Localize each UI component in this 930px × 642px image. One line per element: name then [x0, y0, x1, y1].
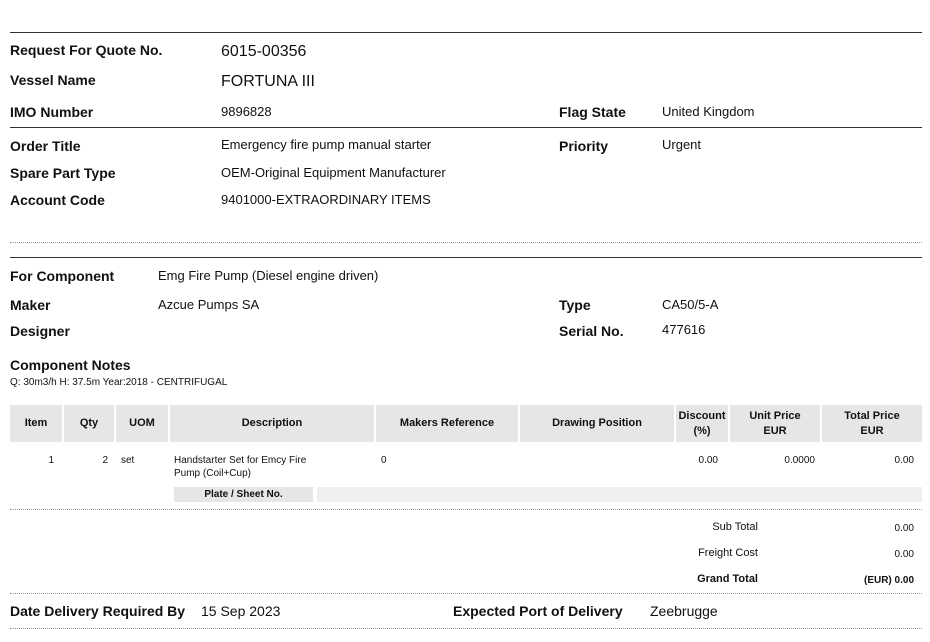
th-unit-price-line2: EUR	[763, 424, 787, 437]
component-notes-label: Component Notes	[10, 357, 131, 373]
grand-total-label: Grand Total	[697, 573, 758, 585]
subtotal-label: Sub Total	[712, 521, 758, 533]
th-makers-reference: Makers Reference	[376, 405, 518, 442]
vessel-label: Vessel Name	[10, 72, 96, 88]
component-rule	[10, 257, 922, 258]
top-rule	[10, 32, 922, 33]
spare-type-label: Spare Part Type	[10, 165, 116, 181]
th-unit-price	[730, 405, 820, 442]
subtotal-value: 0.00	[894, 523, 914, 534]
cell-description-line1: Handstarter Set for Emcy Fire	[174, 455, 307, 466]
for-component-label: For Component	[10, 268, 115, 284]
account-code-value: 9401000-EXTRAORDINARY ITEMS	[221, 192, 431, 207]
header-rule	[10, 127, 922, 128]
spare-type-value: OEM-Original Equipment Manufacturer	[221, 165, 446, 180]
totals-divider	[10, 593, 922, 594]
maker-value: Azcue Pumps SA	[158, 297, 260, 312]
th-total-price	[822, 405, 922, 442]
delivery-date-value: 15 Sep 2023	[201, 603, 281, 619]
delivery-date-label: Date Delivery Required By	[10, 603, 186, 619]
cell-unit-price: 0.0000	[784, 455, 815, 466]
serial-value: 477616	[662, 322, 706, 337]
order-title-label: Order Title	[10, 138, 81, 154]
account-code-label: Account Code	[10, 192, 105, 208]
priority-value: Urgent	[662, 137, 702, 152]
plate-sheet-label-box	[174, 487, 313, 502]
order-title-value: Emergency fire pump manual starter	[221, 137, 432, 152]
th-discount-line2: (%)	[693, 424, 711, 437]
flag-label: Flag State	[559, 104, 626, 120]
table-header	[0, 405, 930, 442]
cell-description-line2: Pump (Coil+Cup)	[174, 468, 251, 479]
th-discount	[676, 405, 728, 442]
component-notes-value: Q: 30m3/h H: 37.5m Year:2018 - CENTRIFUGAL	[10, 377, 228, 388]
th-discount-line1: Discount	[678, 409, 726, 422]
freight-value: 0.00	[894, 549, 914, 560]
designer-label: Designer	[10, 323, 70, 339]
th-total-price-line2: EUR	[860, 424, 884, 437]
flag-value: United Kingdom	[662, 104, 755, 119]
cell-uom: set	[121, 455, 135, 466]
cell-item: 1	[48, 455, 54, 466]
cell-discount: 0.00	[698, 455, 718, 466]
th-uom: UOM	[116, 405, 168, 442]
bottom-divider	[10, 628, 922, 629]
cell-makers-reference: 0	[381, 455, 387, 466]
th-drawing-position: Drawing Position	[520, 405, 674, 442]
section-divider	[10, 242, 922, 243]
th-total-price-line1: Total Price	[844, 409, 900, 422]
rfq-label: Request For Quote No.	[10, 42, 163, 58]
cell-qty: 2	[102, 455, 108, 466]
delivery-port-label: Expected Port of Delivery	[453, 603, 623, 619]
th-description: Description	[170, 405, 374, 442]
th-unit-price-line1: Unit Price	[749, 409, 801, 422]
priority-label: Priority	[559, 138, 609, 154]
imo-label: IMO Number	[10, 104, 94, 120]
for-component-value: Emg Fire Pump (Diesel engine driven)	[158, 268, 379, 283]
th-qty: Qty	[64, 405, 114, 442]
rfq-value: 6015-00356	[221, 43, 307, 60]
imo-value: 9896828	[221, 104, 272, 119]
plate-sheet-label: Plate / Sheet No.	[204, 489, 283, 500]
delivery-port-value: Zeebrugge	[650, 603, 718, 619]
type-value: CA50/5-A	[662, 297, 719, 312]
type-label: Type	[559, 297, 591, 313]
grand-total-value: (EUR) 0.00	[863, 575, 914, 586]
table-divider	[10, 509, 922, 510]
serial-label: Serial No.	[559, 323, 624, 339]
vessel-value: FORTUNA III	[221, 73, 315, 90]
cell-total-price: 0.00	[894, 455, 914, 466]
th-item: Item	[10, 405, 62, 442]
table-row	[0, 450, 930, 505]
plate-sheet-value-box	[317, 487, 922, 502]
freight-label: Freight Cost	[698, 547, 758, 559]
maker-label: Maker	[10, 297, 51, 313]
